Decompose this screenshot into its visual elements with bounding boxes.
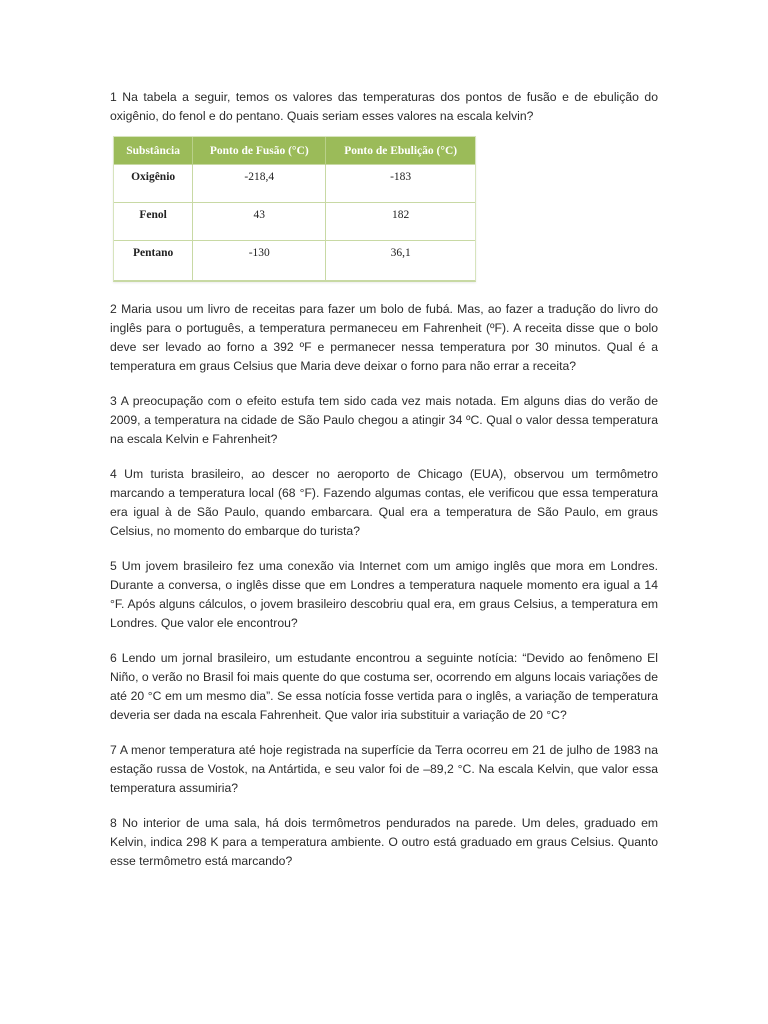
header-substance: Substância (114, 137, 193, 165)
cell-boiling-point: 182 (326, 203, 475, 241)
question-5: 5 Um jovem brasileiro fez uma conexão via Internet com um amigo inglês que mora em Londres. Durante a conversa, o inglês disse que em Londres a temperatura naquele momento era igual a 14 °F. Após alguns cálculos, o jovem brasileiro descobriu qual era, em graus Celsius, a temperatura em Londres. Que valor ele encontrou? (110, 559, 658, 630)
table-row (114, 241, 475, 281)
question-3: 3 A preocupação com o efeito estufa tem sido cada vez mais notada. Em alguns dias do verão de 2009, a temperatura na cidade de São Paulo chegou a atingir 34 ºC. Qual o valor dessa temperatura na escala Kelvin e Fahrenheit? (110, 394, 658, 446)
cell-boiling-point: -183 (326, 165, 475, 203)
cell-melting-point: -218,4 (193, 165, 326, 203)
question-8: 8 No interior de uma sala, há dois termômetros pendurados na parede. Um deles, graduado em Kelvin, indica 298 K para a temperatura ambiente. O outro está graduado em graus Celsius. Quanto esse termômetro está marcando? (110, 816, 658, 868)
cell-melting-point: -130 (193, 241, 326, 281)
substance-table-container (113, 136, 476, 282)
question-7: 7 A menor temperatura até hoje registrada na superfície da Terra ocorreu em 21 de julho de 1983 na estação russa de Vostok, na Antártida, e seu valor foi de –89,2 °C. Na escala Kelvin, que valor essa temperatura assumiria? (110, 743, 658, 795)
cell-melting-point: 43 (193, 203, 326, 241)
question-2: 2 Maria usou um livro de receitas para fazer um bolo de fubá. Mas, ao fazer a tradução do livro do inglês para o português, a temperatura permaneceu em Fahrenheit (ºF). A receita disse que o bolo deve ser levado ao forno a 392 ºF e permanecer nessa temperatura por 30 minutos. Qual é a temperatura em graus Celsius que Maria deve deixar o forno para não errar a receita? (110, 302, 658, 373)
table-row (114, 203, 475, 241)
question-4: 4 Um turista brasileiro, ao descer no aeroporto de Chicago (EUA), observou um termômetro marcando a temperatura local (68 °F). Fazendo algumas contas, ele verificou que essa temperatura era igual à de São Paulo, quando embarcara. Qual era a temperatura de São Paulo, em graus Celsius, no momento do embarque do turista? (110, 467, 658, 538)
question-6: 6 Lendo um jornal brasileiro, um estudante encontrou a seguinte notícia: “Devido ao fenômeno El Niño, o verão no Brasil foi mais quente do que costuma ser, ocorrendo em alguns locais variações de até 20 °C em um mesmo dia”. Se essa notícia fosse vertida para o inglês, a variação de temperatura deveria ser dada na escala Fahrenheit. Que valor iria substituir a variação de 20 °C? (110, 651, 658, 722)
cell-substance: Fenol (114, 203, 193, 241)
table-header-row (114, 137, 475, 165)
header-boiling-point: Ponto de Ebulição (°C) (326, 137, 475, 165)
table-row (114, 165, 475, 203)
header-melting-point: Ponto de Fusão (°C) (193, 137, 326, 165)
cell-substance: Oxigênio (114, 165, 193, 203)
cell-substance: Pentano (114, 241, 193, 281)
question-1: 1 Na tabela a seguir, temos os valores das temperaturas dos pontos de fusão e de ebulição do oxigênio, do fenol e do pentano. Quais seriam esses valores na escala kelvin? (110, 90, 658, 123)
document-page (110, 88, 658, 887)
substance-temperature-table (114, 137, 475, 280)
cell-boiling-point: 36,1 (326, 241, 475, 281)
